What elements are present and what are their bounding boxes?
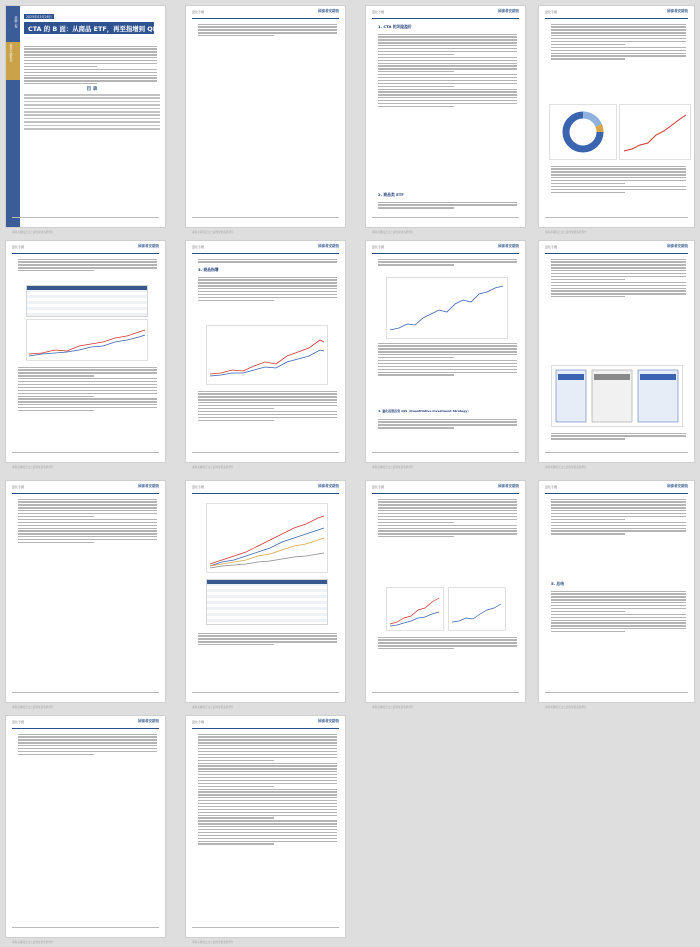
brand-logo: 国泰君安期货 — [498, 484, 519, 488]
header-label: 量化专题 — [192, 245, 205, 249]
body-text — [18, 365, 157, 413]
footer-text: 请务必阅读正文之后的免责条款部分 — [545, 466, 587, 469]
table-of-contents — [24, 86, 160, 131]
footer-text: 请务必阅读正文之后的免责条款部分 — [12, 941, 54, 944]
abstract-text — [24, 44, 157, 86]
page-5 — [5, 240, 166, 469]
page-header — [192, 244, 339, 254]
page-header — [545, 484, 688, 494]
body-text — [378, 417, 517, 430]
footer-text: 请务必阅读正文之后的免责条款部分 — [12, 706, 54, 709]
data-table — [26, 285, 148, 317]
body-text — [198, 257, 337, 264]
donut-chart — [549, 104, 617, 160]
footer-text: 请务必阅读正文之后的免责条款部分 — [372, 231, 414, 234]
header-label: 量化专题 — [192, 720, 205, 724]
page-footer — [192, 452, 339, 469]
header-label: 量化专题 — [12, 720, 25, 724]
header-label: 量化专题 — [12, 245, 25, 249]
small-line-chart-left — [386, 587, 444, 631]
page-9 — [5, 480, 166, 709]
body-text — [551, 431, 686, 441]
body-text — [551, 22, 686, 61]
body-text — [378, 32, 517, 109]
page-3 — [365, 5, 526, 234]
body-text — [198, 389, 337, 422]
page-footer — [192, 217, 339, 234]
page-2 — [185, 5, 346, 234]
body-text — [18, 257, 157, 273]
page-footer — [372, 217, 519, 234]
brand-logo: 国泰君安期货 — [318, 9, 339, 13]
page-footer — [192, 692, 339, 709]
page-header — [12, 719, 159, 729]
body-text — [551, 589, 686, 634]
page-header — [192, 9, 339, 19]
page-10 — [185, 480, 346, 709]
body-text — [378, 497, 517, 539]
page-footer — [12, 927, 159, 944]
page-8 — [538, 240, 695, 469]
small-line-chart-right — [448, 587, 506, 631]
brand-logo: 国泰君安期货 — [138, 484, 159, 488]
nav-line-chart — [619, 104, 691, 160]
footer-text: 请务必阅读正文之后的免责条款部分 — [545, 706, 587, 709]
body-text — [18, 497, 157, 545]
page-14 — [185, 715, 346, 944]
page-4 — [538, 5, 695, 234]
page-header — [192, 719, 339, 729]
multi-series-chart — [206, 503, 328, 573]
page-header — [12, 244, 159, 254]
brand-logo: 国泰君安期货 — [318, 244, 339, 248]
page-footer — [372, 452, 519, 469]
brand-logo: 国泰君安期货 — [138, 719, 159, 723]
section-heading: 1. CTA 的风险溢价 — [378, 24, 412, 29]
page-footer — [545, 692, 688, 709]
brand-logo: 国泰君安期货 — [138, 244, 159, 248]
footer-text: 请务必阅读正文之后的免责条款部分 — [192, 941, 234, 944]
header-label: 量化专题 — [545, 485, 558, 489]
report-title — [24, 22, 160, 34]
brand-logo: 国泰君安期货 — [667, 484, 688, 488]
footer-text: 请务必阅读正文之后的免责条款部分 — [372, 706, 414, 709]
header-label: 量化专题 — [192, 485, 205, 489]
body-text — [551, 257, 686, 299]
page-header — [545, 244, 688, 254]
page-header — [372, 9, 519, 19]
report-date: 2025年03月26日 — [26, 15, 52, 19]
body-text — [198, 22, 337, 38]
brand-logo: 国泰君安期货 — [318, 719, 339, 723]
qis-diagram — [551, 365, 683, 427]
footer-text: 请务必阅读正文之后的免责条款部分 — [12, 466, 54, 469]
page-6 — [185, 240, 346, 469]
cover-sidebar-label: 金融工程 — [14, 16, 18, 28]
section-heading: 2. 商品类 ETF — [378, 192, 404, 197]
header-label: 量化专题 — [545, 245, 558, 249]
brand-logo: 国泰君安期货 — [667, 9, 688, 13]
section-heading: 4. 量化指数投资 QIS（Quantitative Investment Strategy） — [378, 409, 471, 413]
header-label: 量化专题 — [372, 485, 385, 489]
performance-table — [206, 579, 328, 625]
brand-logo: 国泰君安期货 — [318, 484, 339, 488]
footer-text: 请务必阅读正文之后的免责条款部分 — [192, 231, 234, 234]
disclaimer-text — [198, 732, 337, 846]
page-11 — [365, 480, 526, 709]
cover-sidebar — [6, 6, 20, 227]
section-heading: 3. 商品指增 — [198, 267, 219, 272]
body-text — [378, 257, 517, 267]
page-7 — [365, 240, 526, 469]
body-text — [378, 635, 517, 651]
page-12 — [538, 480, 695, 709]
body-text — [378, 341, 517, 377]
toc-title: 目 录 — [86, 87, 98, 92]
page-footer — [545, 217, 688, 234]
page-header — [192, 484, 339, 494]
cumulative-return-chart — [386, 277, 508, 339]
header-label: 量化专题 — [372, 245, 385, 249]
page-footer — [12, 452, 159, 469]
footer-text: 请务必阅读正文之后的免责条款部分 — [372, 466, 414, 469]
brand-logo: 国泰君安期货 — [498, 9, 519, 13]
body-text — [18, 732, 157, 757]
footer-text: 请务必阅读正文之后的免责条款部分 — [545, 231, 587, 234]
page-footer — [12, 217, 159, 234]
page-13 — [5, 715, 166, 944]
header-label: 量化专题 — [372, 10, 385, 14]
body-text — [551, 497, 686, 536]
price-line-chart — [26, 319, 148, 361]
page-footer — [372, 692, 519, 709]
header-label: 量化专题 — [545, 10, 558, 14]
report-title-text: CTA 的 B 面：从商品 ETF，再至指增到 QIS — [28, 25, 160, 33]
body-text — [198, 631, 337, 647]
page-footer — [545, 452, 688, 469]
page-header — [12, 484, 159, 494]
cover-sidebar-accent-label: 量化专题报告 — [9, 44, 13, 62]
cover-sidebar-accent — [6, 42, 20, 80]
footer-text: 请务必阅读正文之后的免责条款部分 — [192, 706, 234, 709]
header-label: 量化专题 — [192, 10, 205, 14]
brand-logo: 国泰君安期货 — [667, 244, 688, 248]
page-header — [372, 244, 519, 254]
body-text — [378, 200, 517, 210]
section-heading: 5. 总结 — [551, 581, 564, 586]
index-line-chart — [206, 325, 328, 385]
brand-logo: 国泰君安期货 — [498, 244, 519, 248]
page-header — [545, 9, 688, 19]
header-label: 量化专题 — [12, 485, 25, 489]
page-footer — [12, 692, 159, 709]
body-text — [551, 164, 686, 195]
footer-text: 请务必阅读正文之后的免责条款部分 — [192, 466, 234, 469]
body-text — [198, 275, 337, 303]
page-header — [372, 484, 519, 494]
page-1 — [5, 5, 166, 234]
footer-text: 请务必阅读正文之后的免责条款部分 — [12, 231, 54, 234]
page-footer — [192, 927, 339, 944]
